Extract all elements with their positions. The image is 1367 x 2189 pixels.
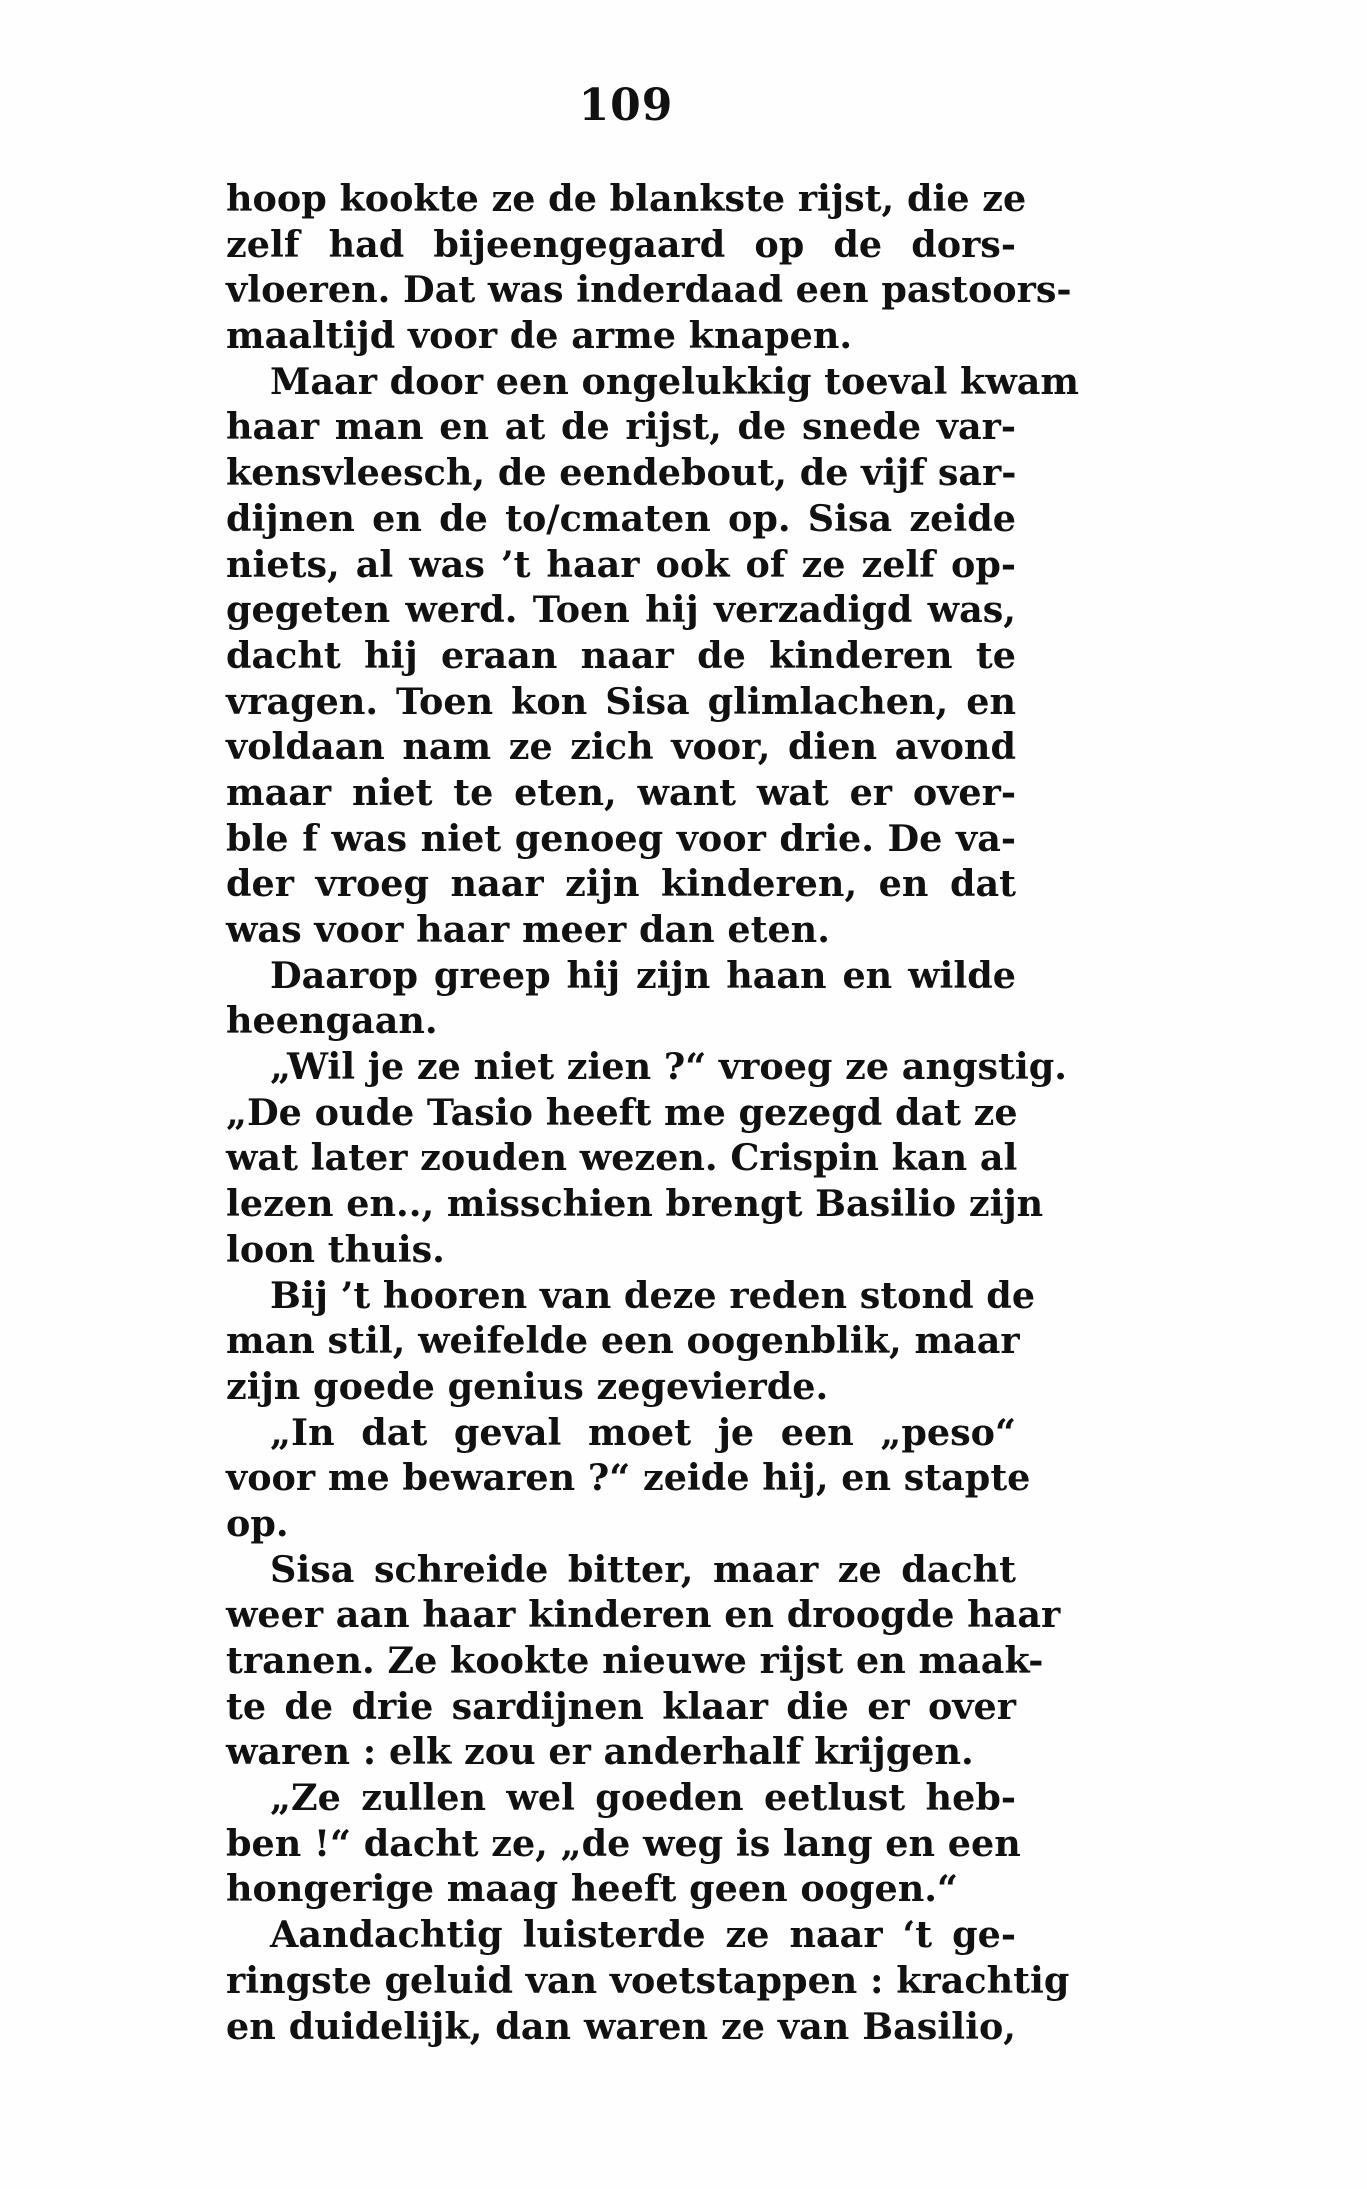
text-line: „De oude Tasio heeft me gezegd dat ze (226, 1090, 1018, 1134)
text-line: hongerige maag heeft geen oogen.“ (226, 1867, 958, 1911)
text-line: niets, al was ’t haar ook of ze zelf op- (226, 542, 1016, 586)
text-line: ben !“ dacht ze, „de weg is lang en een (226, 1821, 1021, 1865)
text-line: dijnen en de to/cmaten op. Sisa zeide (226, 496, 1016, 540)
text-line: zelf had bijeengegaard op de dors- (226, 222, 1016, 266)
text-line: voor me bewaren ?“ zeide hij, en stapte (226, 1456, 1031, 1500)
text-line: maaltijd voor de arme knapen. (226, 314, 853, 358)
text-line: lezen en.., misschien brengt Basilio zijn (226, 1182, 1044, 1226)
text-line: „In dat geval moet je een „peso“ (270, 1410, 1016, 1454)
text-line: op. (226, 1501, 289, 1545)
text-line: vragen. Toen kon Sisa glimlachen, en (226, 679, 1016, 723)
text-line: Maar door een ongelukkig toeval kwam (270, 359, 1080, 403)
text-line: kensvleesch, de eendebout, de vijf sar- (226, 451, 1017, 495)
text-line: ble f was niet genoeg voor drie. De va- (226, 816, 1016, 860)
text-line: haar man en at de rijst, de snede var- (226, 405, 1016, 449)
text-line: Sisa schreide bitter, maar ze dacht (270, 1547, 1016, 1591)
text-line: vloeren. Dat was inderdaad een pastoors- (226, 268, 1072, 312)
text-line: en duidelijk, dan waren ze van Basilio, (226, 2004, 1016, 2048)
text-line: waren : elk zou er anderhalf krijgen. (226, 1730, 974, 1774)
text-line: gegeten werd. Toen hij verzadigd was, (226, 588, 1016, 632)
text-line: loon thuis. (226, 1227, 445, 1271)
text-line: man stil, weifelde een oogenblik, maar (226, 1319, 1020, 1363)
text-line: wat later zouden wezen. Crispin kan al (226, 1136, 1018, 1180)
text-line: „Ze zullen wel goeden eetlust heb- (270, 1776, 1016, 1820)
text-line: dacht hij eraan naar de kinderen te (226, 633, 1016, 677)
text-line: heengaan. (226, 999, 438, 1043)
text-line: voldaan nam ze zich voor, dien avond (226, 725, 1016, 769)
text-line: te de drie sardijnen klaar die er over (226, 1684, 1016, 1728)
text-line: was voor haar meer dan eten. (226, 908, 830, 951)
body-text (226, 176, 1080, 2049)
text-line: tranen. Ze kookte nieuwe rijst en maak- (226, 1639, 1044, 1682)
text-line: Bij ’t hooren van deze reden stond de (270, 1273, 1036, 1317)
text-line: weer aan haar kinderen en droogde haar (226, 1593, 1061, 1637)
text-line: der vroeg naar zijn kinderen, en dat (226, 862, 1016, 906)
text-line: Aandachtig luisterde ze naar ‘t ge- (270, 1913, 1016, 1957)
page-number: 109 (578, 80, 674, 131)
text-line: zijn goede genius zegevierde. (226, 1364, 829, 1408)
text-line: „Wil je ze niet zien ?“ vroeg ze angstig. (270, 1045, 1068, 1089)
text-line: hoop kookte ze de blankste rijst, die ze (226, 177, 1027, 220)
text-line: Daarop greep hij zijn haan en wilde (270, 953, 1016, 997)
text-line: ringste geluid van voetstappen : krachtig (226, 1958, 1070, 2002)
text-line: maar niet te eten, want wat er over- (226, 770, 1016, 814)
